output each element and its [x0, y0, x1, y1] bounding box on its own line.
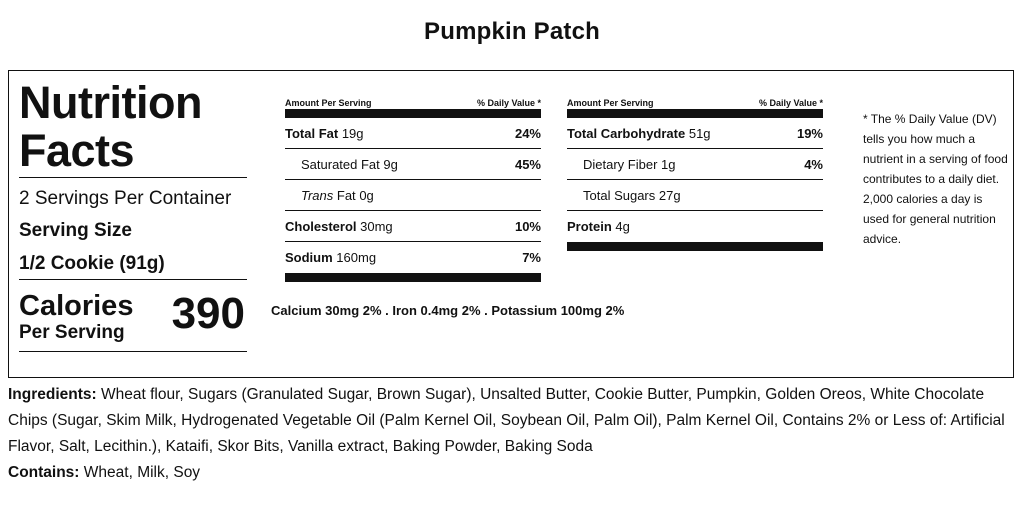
- nutrient-dv: 19%: [796, 125, 823, 141]
- nutrient-name: Dietary Fiber: [583, 156, 658, 172]
- nutrient-dv: 10%: [514, 218, 541, 234]
- nutrition-facts-panel: [8, 70, 1014, 378]
- servings-per-container: 2 Servings Per Container: [19, 188, 232, 209]
- nutrient-name: Total Carbohydrate: [567, 125, 686, 141]
- nutrient-row-total-sugars: [567, 180, 823, 211]
- nutrient-dv: 7%: [522, 250, 541, 265]
- nutrient-amount: 1g: [661, 156, 676, 172]
- serving-size-value: 1/2 Cookie (91g): [19, 253, 165, 274]
- divider: [19, 279, 247, 280]
- ingredients-text: Wheat flour, Sugars (Granulated Sugar, Brown Sugar), Unsalted Butter, Cookie Butter, Pumpkin, Golden Oreos, White Chocolate Chips (Sugar, Skim Milk, Hydrogenated Vegetable Oil (Palm Kernel Oil, Soybean Oil, Palm Oil), Palm Kernel Oil, Contains 2% or Less of: Artificial Flavor, Salt, Lecithin.), Kataifi, Skor Bits, Vanilla extract, Baking Powder, Baking Soda: [8, 386, 1005, 455]
- nutrient-table-right: [567, 97, 823, 251]
- daily-value-header: % Daily Value *: [758, 98, 823, 108]
- nutrient-amount: 30mg: [360, 218, 393, 234]
- minerals-line: Calcium 30mg 2% . Iron 0.4mg 2% . Potassium 100mg 2%: [271, 303, 625, 318]
- thick-rule: [567, 242, 823, 251]
- nutrient-name-suffix: Fat: [336, 187, 356, 203]
- heading-line-1: Nutrition: [19, 77, 202, 128]
- nutrient-amount: 4g: [615, 219, 630, 234]
- nutrient-name: Trans: [301, 187, 334, 203]
- contains-text: Wheat, Milk, Soy: [83, 464, 201, 481]
- nutrient-amount: 0g: [359, 187, 374, 203]
- nutrient-name: Saturated Fat: [301, 156, 380, 172]
- nutrient-table-left: [285, 97, 541, 282]
- amount-per-serving-header: Amount Per Serving: [567, 98, 654, 108]
- allergens-section: [8, 460, 200, 486]
- nutrient-name: Sodium: [285, 250, 333, 265]
- serving-size-label: Serving Size: [19, 220, 132, 241]
- nutrient-dv: 4%: [804, 156, 823, 172]
- contains-label: Contains:: [8, 464, 80, 481]
- nutrient-name: Protein: [567, 219, 612, 234]
- nutrient-row-total-fat: [285, 118, 541, 149]
- divider: [19, 351, 247, 352]
- nutrient-dv: 45%: [514, 156, 541, 172]
- nutrient-row-total-carbohydrate: [567, 118, 823, 149]
- nutrient-amount: 160mg: [336, 250, 377, 265]
- nutrient-amount: 51g: [688, 125, 711, 141]
- nutrient-name: Total Fat: [285, 125, 339, 141]
- nutrient-row-cholesterol: [285, 211, 541, 242]
- nutrition-facts-heading: [19, 79, 247, 175]
- thick-rule: [567, 109, 823, 118]
- nutrient-row-sodium: [285, 242, 541, 273]
- daily-value-header: % Daily Value *: [476, 98, 541, 108]
- nutrient-row-saturated-fat: [285, 149, 541, 180]
- calories-label: Calories: [19, 290, 134, 322]
- daily-value-footnote: * The % Daily Value (DV) tells you how much a nutrient in a serving of food contributes to a daily diet. 2,000 calories a day is used for general nutrition advice.: [863, 112, 1008, 246]
- nutrient-name: Total Sugars: [583, 187, 656, 203]
- nutrient-row-protein: [567, 211, 823, 242]
- divider: [19, 177, 247, 178]
- nutrient-amount: 27g: [658, 187, 681, 203]
- calories-value: 390: [171, 289, 245, 338]
- ingredients-label: Ingredients:: [8, 386, 97, 403]
- product-title: Pumpkin Patch: [424, 18, 600, 45]
- calories-per-serving-label: Per Serving: [19, 322, 125, 343]
- nutrient-name: Cholesterol: [285, 218, 357, 234]
- nutrient-amount: 9g: [383, 156, 398, 172]
- table-header: [285, 97, 541, 109]
- ingredients-section: [8, 382, 1016, 460]
- nutrient-amount: 19g: [341, 125, 364, 141]
- nutrient-row-dietary-fiber: [567, 149, 823, 180]
- thick-rule: [285, 273, 541, 282]
- heading-line-2: Facts: [19, 125, 135, 176]
- thick-rule: [285, 109, 541, 118]
- amount-per-serving-header: Amount Per Serving: [285, 98, 372, 108]
- nutrient-dv: 24%: [514, 125, 541, 141]
- table-header: [567, 97, 823, 109]
- nutrient-row-trans-fat: [285, 180, 541, 211]
